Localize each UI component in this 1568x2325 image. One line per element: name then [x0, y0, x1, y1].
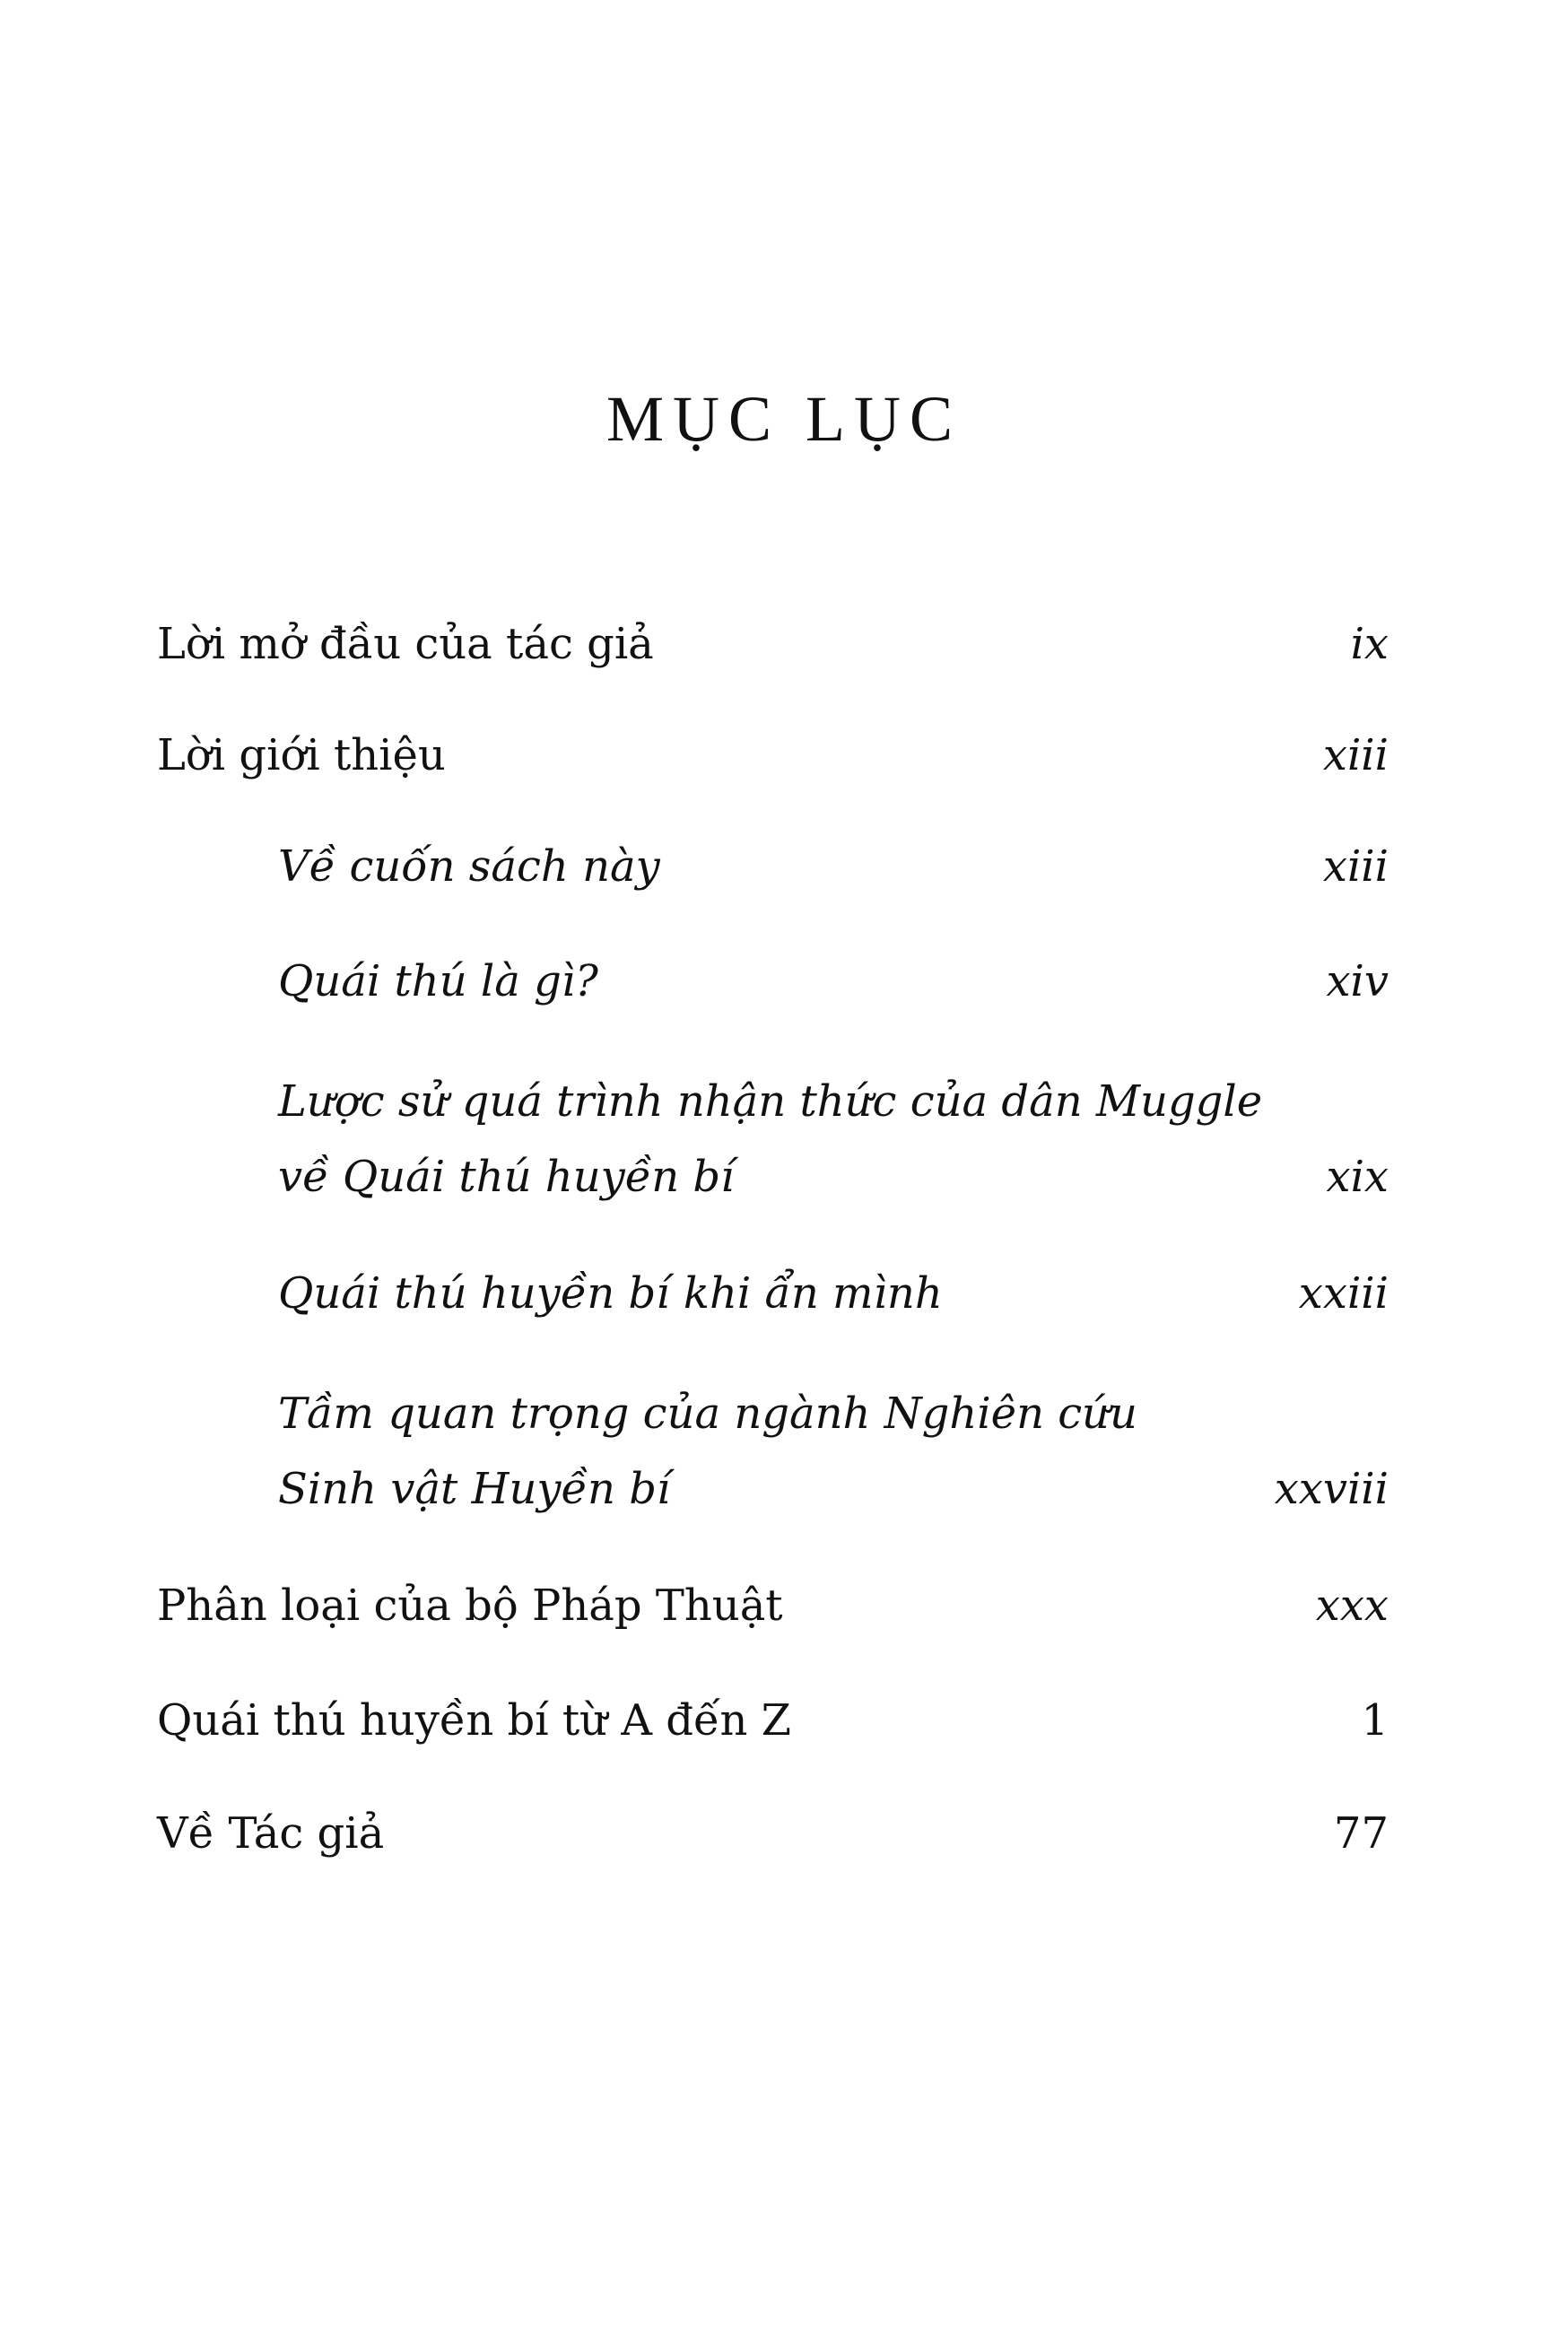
- toc-entry-page: 77: [1333, 1808, 1389, 1859]
- toc-entry-label: Lược sử quá trình nhận thức của dân Muggle: [278, 1076, 1263, 1127]
- toc-entry-label: Lời giới thiệu: [157, 730, 446, 780]
- toc-entry-page: xix: [1326, 1152, 1389, 1202]
- page-title: MỤC LỤC: [605, 383, 963, 456]
- toc-entry-muggle-awareness-history-line2: [0, 1150, 1389, 1204]
- toc-entry-importance-of-magizoology-line1: [0, 1387, 1389, 1441]
- toc-entry-page: ix: [1350, 619, 1389, 669]
- toc-entry-page: xxx: [1315, 1580, 1389, 1631]
- toc-entry-label: Lời mở đầu của tác giả: [157, 619, 654, 669]
- toc-entry-ministry-classifications: [0, 1579, 1389, 1633]
- toc-entry-label: Quái thú huyền bí từ A đến Z: [157, 1695, 792, 1746]
- toc-entry-importance-of-magizoology-line2: [0, 1462, 1389, 1516]
- toc-entry-introduction: [0, 728, 1389, 782]
- toc-entry-about-the-author: [0, 1807, 1389, 1860]
- toc-entry-page: xiii: [1322, 730, 1389, 780]
- toc-entry-about-this-book: [0, 840, 1389, 893]
- toc-entry-label: Về cuốn sách này: [278, 841, 660, 892]
- toc-entry-beasts-in-hiding: [0, 1267, 1389, 1320]
- toc-entry-label: Phân loại của bộ Pháp Thuật: [157, 1580, 783, 1631]
- toc-entry-authors-foreword: [0, 617, 1389, 671]
- toc-entry-muggle-awareness-history-line1: [0, 1075, 1389, 1128]
- toc-entry-label: Sinh vật Huyền bí: [278, 1464, 671, 1514]
- toc-entry-page: 1: [1361, 1695, 1389, 1746]
- toc-entry-page: xxviii: [1274, 1464, 1389, 1514]
- toc-entry-label: Về Tác giả: [157, 1808, 385, 1859]
- toc-entry-page: xiii: [1322, 841, 1389, 892]
- toc-entry-a-to-z: [0, 1694, 1389, 1747]
- toc-entry-label: Tầm quan trọng của ngành Nghiên cứu: [278, 1389, 1137, 1439]
- toc-entry-page: xiv: [1326, 956, 1389, 1006]
- toc-entry-label: về Quái thú huyền bí: [278, 1152, 735, 1202]
- toc-entry-page: xxiii: [1298, 1268, 1389, 1319]
- toc-entry-what-is-a-beast: [0, 954, 1389, 1008]
- toc-entry-label: Quái thú là gì?: [278, 956, 598, 1006]
- toc-entry-label: Quái thú huyền bí khi ẩn mình: [278, 1268, 943, 1319]
